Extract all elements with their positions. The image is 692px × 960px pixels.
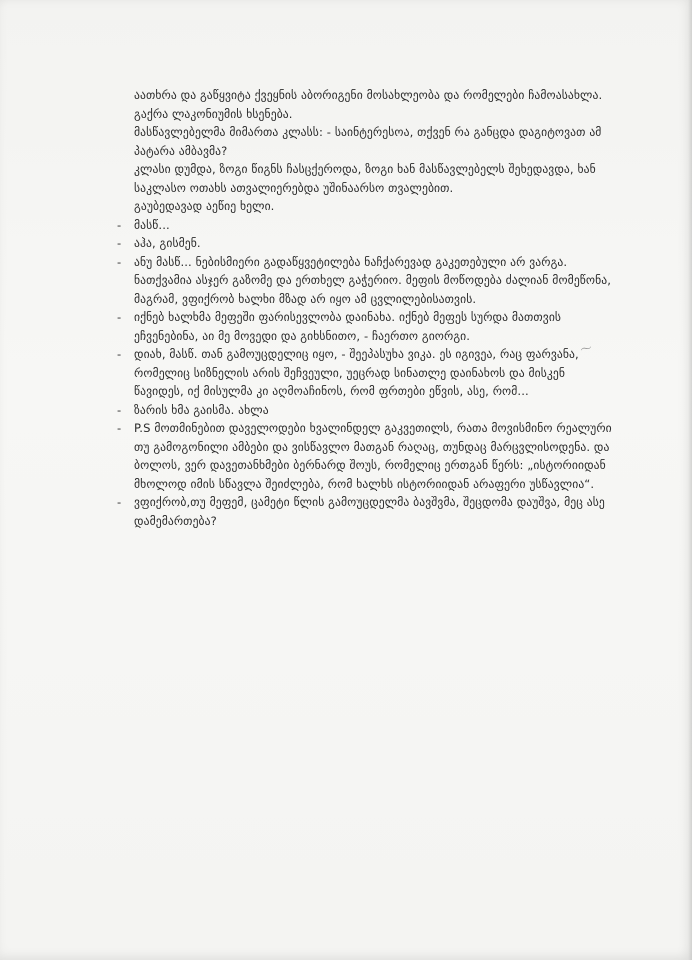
pen-mark: 〜: [578, 340, 594, 358]
dialogue-line: რომელიც სიზნელის არის შეჩვეული, უეცრად სინათლე დაინახოს და მისკენ: [134, 365, 566, 380]
dialogue-line: ბოლოს, ვერ დავეთანხმები ბერნარდ შოუს, რომელიც ერთგან წერს: „ისტორიიდან: [134, 458, 606, 472]
intro-line: კლასი დუმდა, ზოგი წიგნს ჩასცქეროდა, ზოგი ხან მასწავლებელს შეხედავდა, ხან: [134, 162, 596, 176]
dialogue-line: დამემართება?: [134, 513, 217, 528]
dash-marker: -: [117, 402, 122, 417]
dialogue-text: იქნებ ხალხმა მეფეში ფარისევლობა დაინახა. იქნებ მეფეს სურდა მათთვის: [134, 310, 562, 324]
dialogue-line: [117, 253, 654, 272]
dash-marker: -: [117, 236, 122, 250]
intro-line: გაქრა ლაკონიუმის ხსენება.: [134, 106, 293, 121]
dialogue-line: [117, 419, 654, 438]
dash-marker: -: [117, 217, 122, 232]
dialogue-line: წავიდეს, იქ მისულმა კი აღმოაჩინოს, რომ ფრთები ეწვის, ასე, რომ...: [134, 384, 529, 398]
intro-line: საკლასო ოთახს ათვალიერებდა უშინაარსო თვალებით.: [134, 180, 454, 195]
dash-marker: -: [117, 421, 122, 435]
dialogue-line: ეჩვენებინა, აი მე მოვედი და გიხსნითო, - ჩაერთო გიორგი.: [134, 328, 471, 343]
intro-line: გაუბედავად აეწიე ხელი.: [134, 199, 275, 213]
dialogue-line: [117, 216, 654, 235]
dialogue-text: აჰა, გისმენ.: [134, 236, 201, 250]
dialogue-line: ნათქვამია ასჯერ გაზომე და ერთხელ გაჭერიო. მეფის მოწოდება ძალიან მომეწონა,: [134, 273, 612, 287]
story-text: [117, 86, 654, 530]
dash-marker: -: [117, 310, 122, 324]
dialogue-line: მაგრამ, ვფიქრობ ხალხი მზად არ იყო ამ ცვლილებისათვის.: [134, 291, 477, 306]
dialogue-text: ანუ მასწ... ნებისმიერი გადაწყვეტილება ნაჩქარევად გაკეთებული არ ვარგა.: [134, 254, 568, 269]
dialogue-line: თუ გამოგონილი ამბები და ვისწავლო მათგან რაღაც, თუნდაც მარცვლისოდენა. და: [134, 439, 610, 454]
intro-line: პატარა ამბავმა?: [134, 143, 228, 158]
dialogue-text: P.S მოთმინებით დაველოდები ხვალინდელ გაკვეთილს, რათა მოვისმინო რეალური: [134, 421, 612, 435]
dialogue-text: ზარის ხმა გაისმა. ახლა: [134, 402, 269, 417]
intro-line: აათხრა და გაწყვიტა ქვეყნის აბორიგენი მოსახლეობა და რომელები ჩამოასახლა.: [134, 88, 603, 102]
dialogue-text: ვფიქრობ,თუ მეფემ, ცამეტი წლის გამოუცდელმა ბავშვმა, შეცდომა დაუშვა, მეც ასე: [134, 495, 605, 509]
dialogue-line: მხოლოდ იმის სწავლა შეიძლება, რომ ხალხს ისტორიიდან არაფერი უსწავლია“.: [134, 476, 595, 491]
dash-marker: -: [117, 254, 122, 269]
dash-marker: -: [117, 347, 122, 361]
intro-line: მასწავლებელმა მიმართა კლასს: - საინტერესოა, თქვენ რა განცდა დაგიტოვათ ამ: [134, 125, 602, 139]
dialogue-text: დიახ, მასწ. თან გამოუცდელიც იყო, - შეეპასუხა ვიკა. ეს იგივეა, რაც ფარვანა,: [134, 347, 579, 361]
dialogue-line: [117, 234, 654, 253]
dialogue-line: [117, 308, 654, 327]
dialogue-line: [117, 345, 654, 364]
page-edge-shadow: [688, 0, 692, 960]
dialogue-line: [117, 493, 654, 512]
dialogue-text: მასწ...: [134, 217, 170, 232]
dialogue-line: [117, 401, 654, 420]
dash-marker: -: [117, 495, 122, 509]
